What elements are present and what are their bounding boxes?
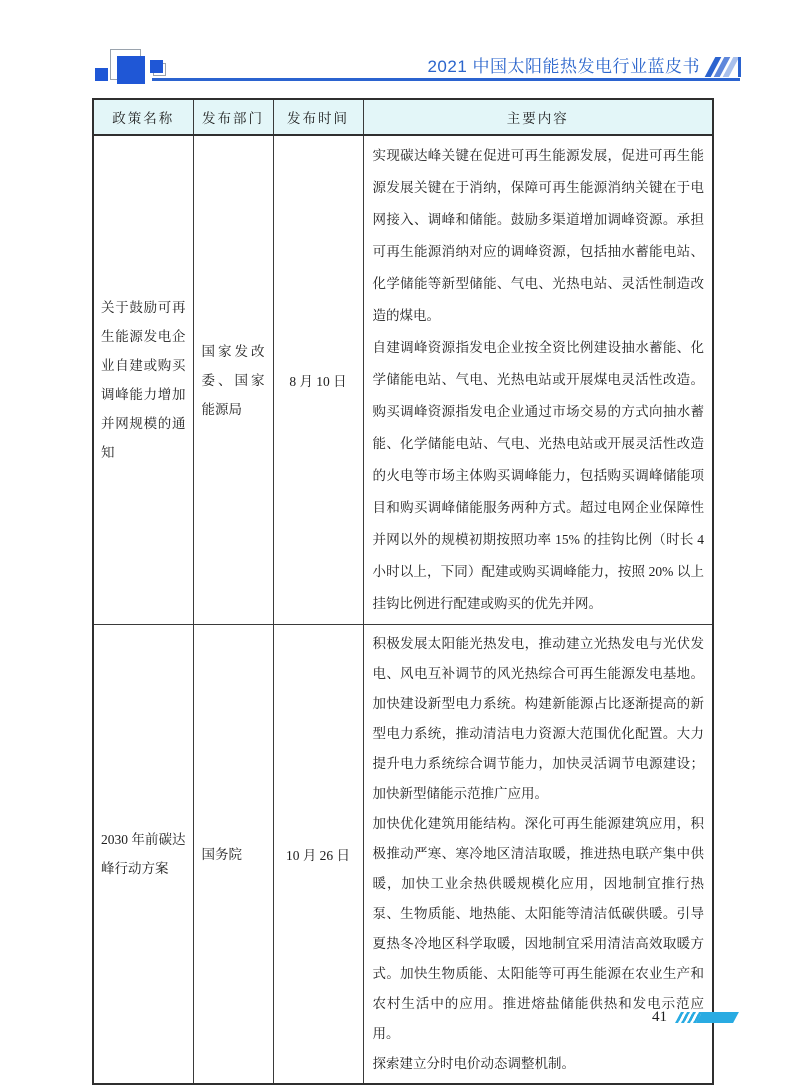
content-paragraph: 实现碳达峰关键在促进可再生能源发展，促进可再生能源发展关键在于消纳，保障可再生能源消纳关键在于电网接入、调峰和储能。鼓励多渠道增加调峰资源。承担可再生能源消纳对应的调峰资源，包括抽水蓄能电站、化学储能等新型储能、气电、光热电站、灵活性制造改造的煤电。 [372,148,704,323]
column-header-department: 发布部门 [193,99,273,135]
logo-large-square [117,56,145,84]
date-cell: 10 月 26 日 [273,625,363,1085]
table-row [93,135,713,625]
page-number: 41 [652,1009,667,1025]
column-header-policy-name: 政策名称 [93,99,193,135]
stripes-icon [675,1012,702,1023]
department-cell: 国务院 [193,625,273,1085]
column-header-date: 发布时间 [273,99,363,135]
policy-table [92,98,714,1085]
footer-accent-bar [675,1012,739,1023]
page-footer [0,1006,800,1036]
content-paragraph: 加快优化建筑用能结构。深化可再生能源建筑应用，积极推动严寒、寒冷地区清洁取暖，推进热电联产集中供暖，加快工业余热供暖规模化应用，因地制宜推行热泵、生物质能、地热能、太阳能等清洁低碳供暖。引导夏热冬冷地区科学取暖，因地制宜采用清洁高效取暖方式。加快生物质能、太阳能等可再生能源在农业生产和农村生活中的应用。推进熔盐储能供热和发电示范应用。 [372,816,704,1041]
policy-name-cell: 关于鼓励可再生能源发电企业自建或购买调峰能力增加并网规模的通知 [93,135,193,625]
slashes-icon [708,57,742,77]
content-paragraph: 积极发展太阳能光热发电，推动建立光热发电与光伏发电、风电互补调节的风光热综合可再生能源发电基地。加快建设新型电力系统。构建新能源占比逐渐提高的新型电力系统，推动清洁电力资源大范围优化配置。大力提升电力系统综合调节能力，加快灵活调节电源建设；加快新型储能示范推广应用。 [372,636,704,801]
content-paragraph: 探索建立分时电价动态调整机制。 [372,1056,575,1071]
vertical-bar-icon [738,57,741,77]
main-content-cell [363,135,713,625]
logo-small-square-left [95,68,108,81]
header-divider [152,78,740,81]
policy-name-cell: 2030 年前碳达峰行动方案 [93,625,193,1085]
page-title: 2021 中国太阳能热发电行业蓝皮书 [427,57,700,76]
date-cell: 8 月 10 日 [273,135,363,625]
logo-small-square-right [150,60,163,73]
department-cell: 国家发改委、国家能源局 [193,135,273,625]
content-paragraph: 自建调峰资源指发电企业按全资比例建设抽水蓄能、化学储能电站、气电、光热电站或开展煤电灵活性改造。购买调峰资源指发电企业通过市场交易的方式向抽水蓄能、化学储能电站、气电、光热电站或开展灵活性改造的火电等市场主体购买调峰能力，包括购买调峰储能项目和购买调峰储能服务两种方式。超过电网企业保障性并网以外的规模初期按照功率 15% 的挂钩比例（时长 4 小时以上，下同）配建或购买调峰能力，按照 20% 以上挂钩比例进行配建或购买的优先并网。 [372,340,704,611]
table-header-row [93,99,713,135]
column-header-main-content: 主要内容 [363,99,713,135]
